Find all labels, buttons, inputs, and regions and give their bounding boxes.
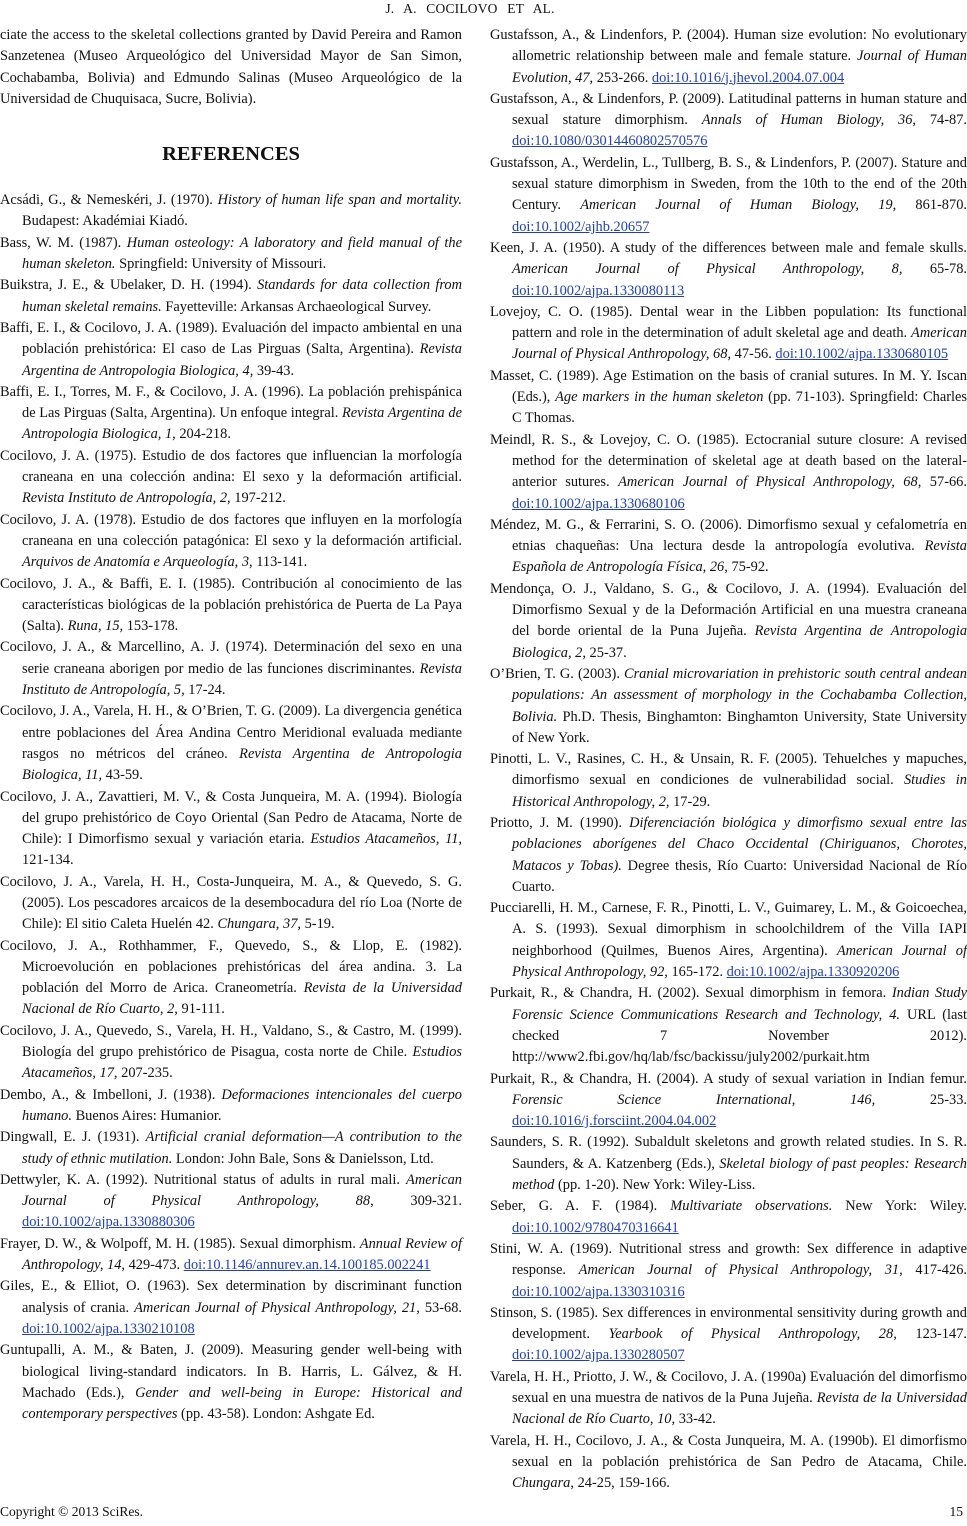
doi-link[interactable]: doi:10.1080/03014460802570576 [512, 133, 708, 150]
reference-text: Guntupalli, A. M., & Baten, J. (2009). Measuring gender well-being with biological living-standard indicators. In B. Harris, L. Gálvez, & H. Machado (Eds.), [0, 1342, 462, 1401]
reference-title-italic: Revista Argentina de Antropologia Biologica, 2, [512, 623, 967, 661]
reference-title-italic: Cranial microvariation in prehistoric south central andean populations: An assessment of morphology in the Cochabamba Collection, Bolivia. [512, 665, 967, 725]
reference-title-italic: Estudios Atacameños, 17, [22, 1044, 462, 1082]
reference-entry [0, 872, 462, 936]
reference-entry [490, 1132, 967, 1196]
reference-text: Degree thesis, Río Cuarto: Universidad Nacional de Río Cuarto. [512, 857, 967, 895]
reference-text: (pp. 43-58). London: Ashgate Ed. [177, 1406, 375, 1423]
reference-text: 47-56. [731, 346, 776, 363]
reference-text: 25-33. [875, 1091, 967, 1108]
reference-text: Gustafsson, A., & Lindenfors, P. (2004). Human size evolution: No evolutionary allometric relationship between male and female stature. [490, 27, 967, 65]
reference-entry [0, 510, 462, 574]
reference-text: 253-266. [593, 69, 652, 86]
reference-title-italic: Forensic Science International, 146, [512, 1091, 876, 1108]
reference-text: , 24-25, 159-166. [570, 1475, 670, 1492]
reference-text: London: John Bale, Sons & Danielsson, Ltd. [172, 1150, 434, 1167]
doi-link[interactable]: doi:10.1002/ajpa.1330680106 [512, 495, 685, 512]
reference-title-italic: Age markers in the human skeleton [555, 389, 764, 406]
reference-title-italic: Annual Review of Anthropology, 14, [22, 1235, 462, 1274]
reference-list-right [490, 25, 967, 1494]
reference-text: (pp. 1-20). New York: Wiley-Liss. [554, 1177, 756, 1194]
doi-link[interactable]: doi:10.1002/9780470316641 [512, 1219, 679, 1236]
reference-title-italic: Revista Española de Antropología Física, 26, [512, 538, 967, 576]
left-column [0, 25, 462, 1425]
reference-entry [0, 574, 462, 638]
doi-link[interactable]: doi:10.1002/ajpa.1330880306 [22, 1214, 195, 1231]
reference-text: Stinson, S. (1985). Sex differences in environmental sensitivity during growth and development. [490, 1304, 967, 1343]
reference-text: Pinotti, L. V., Rasines, C. H., & Unsain, R. F. (2005). Tehuelches y mapuches, dimorfismo sexual en condiciones de vulnerabilidad social. [490, 751, 967, 789]
reference-entry [0, 446, 462, 510]
reference-text: Varela, H. H., Priotto, J. W., & Cocilovo, J. A. (1990a) Evaluación del dimorfismo sexual en una muestra de nativos de la Puna Jujeña. [490, 1368, 967, 1406]
reference-text: 123-147. [896, 1326, 967, 1343]
reference-title-italic: Human osteology: A laboratory and field manual of the human skeleton. [22, 234, 462, 273]
reference-entry [0, 637, 462, 701]
reference-entry [0, 318, 462, 382]
reference-title-italic: Yearbook of Physical Anthropology, 28, [608, 1326, 897, 1343]
copyright-notice: Copyright © 2013 SciRes. [0, 1504, 144, 1520]
reference-entry [490, 1431, 967, 1495]
reference-list-left [0, 190, 462, 1425]
doi-link[interactable]: doi:10.1002/ajpa.1330310316 [512, 1283, 685, 1300]
reference-entry [0, 1170, 462, 1234]
reference-title-italic: Revista de la Universidad Nacional de Río Cuarto, 10, [512, 1390, 967, 1428]
reference-title-italic: Revista Instituto de Antropología, 5, [22, 660, 462, 699]
reference-text: Gustafsson, A., Werdelin, L., Tullberg, B. S., & Lindenfors, P. (2007). Stature and sexual stature dimorphism in Sweden, from the 10th to the end of the 20th Century. [490, 154, 967, 214]
reference-text: 57-66. [921, 474, 967, 491]
doi-link[interactable]: doi:10.1002/ajpa.1330680105 [775, 346, 949, 363]
reference-text: 17-24. [184, 682, 226, 699]
reference-text: Frayer, D. W., & Wolpoff, M. H. (1985). Sexual dimorphism. [0, 1235, 360, 1252]
reference-entry [0, 787, 462, 872]
doi-link[interactable]: doi:10.1016/j.jhevol.2004.07.004 [651, 69, 845, 86]
reference-text: Fayetteville: Arkansas Archaeological Survey. [161, 298, 432, 315]
reference-entry [0, 936, 462, 1021]
reference-text: 33-42. [675, 1411, 716, 1428]
reference-text: 861-870. [896, 197, 967, 214]
reference-entry [490, 664, 967, 749]
reference-title-italic: Revista Argentina de Antropologia Biologica, 11, [22, 745, 462, 784]
reference-entry [490, 302, 967, 366]
reference-entry [490, 983, 967, 1068]
reference-text: 75-92. [727, 559, 769, 576]
reference-entry [490, 153, 967, 238]
reference-title-italic: Diferenciación biológica y dimorfismo sexual entre las poblaciones aborígenes del Chaco Occidental (Chiriguanos, Chorotes, Matacos y Tobas). [512, 814, 967, 874]
reference-text: Springfield: University of Missouri. [115, 256, 327, 273]
reference-entry [0, 233, 462, 276]
reference-text: Cocilovo, J. A., Varela, H. H., Costa-Junqueira, M. A., & Quevedo, S. G. (2005). Los pescadores arcaicos de la desembocadura del río Loa (Norte de Chile): El sitio Caleta Huelén 42. [0, 873, 462, 933]
reference-text: Meindl, R. S., & Lovejoy, C. O. (1985). Ectocranial suture closure: A revised method for the determination of skeletal age at death based on the lateral-anterior sutures. [490, 431, 967, 491]
reference-text: 309-321. [373, 1193, 462, 1210]
reference-text: 74-87. [916, 112, 967, 129]
reference-text: 165-172. [667, 964, 727, 981]
reference-text: Cocilovo, J. A. (1975). Estudio de dos factores que influencian la morfología craneana en una colección andina: El sexo y la deformación artificial. [0, 447, 462, 486]
reference-title-italic: Revista Argentina de Antropologia Biologica, 1, [22, 405, 462, 443]
reference-title-italic: Gender and well-being in Europe: Historical and contemporary perspectives [22, 1384, 463, 1423]
reference-title-italic: Multivariate observations. [670, 1198, 833, 1215]
reference-text: Buikstra, J. E., & Ubelaker, D. H. (1994). [0, 277, 258, 294]
reference-text: Purkait, R., & Chandra, H. (2004). A study of sexual variation in Indian femur. [490, 1070, 967, 1087]
reference-text: Cocilovo, J. A., Varela, H. H., & O’Brien, T. G. (2009). La divergencia genética entre poblaciones del Área Andina Centro Meridional evaluada mediante rasgos no métricos del cráneo. [0, 703, 462, 762]
reference-text: Cocilovo, J. A., & Marcellino, A. J. (1974). Determinación del sexo en una serie craneana aborigen por medio de las funciones discriminantes. [0, 639, 462, 677]
reference-text: Baffi, E. I., & Cocilovo, J. A. (1989). Evaluación del impacto ambiental en una población prehistórica: El caso de Las Pirguas (Salta, Argentina). [0, 319, 462, 358]
reference-text: Purkait, R., & Chandra, H. (2002). Sexual dimorphism in femora. [490, 985, 892, 1002]
reference-text: Ph.D. Thesis, Binghamton: Binghamton University, State University of New York. [512, 708, 967, 746]
reference-title-italic: American Journal of Human Biology, 19, [580, 197, 897, 214]
reference-text: 91-111. [177, 1001, 225, 1018]
reference-title-italic: Runa, 15, [67, 618, 124, 635]
doi-link[interactable]: doi:10.1002/ajhb.20657 [512, 218, 650, 235]
reference-text: Masset, C. (1989). Age Estimation on the basis of cranial sutures. In M. Y. Iscan (Eds.), [490, 367, 967, 406]
reference-title-italic: Revista Argentina de Antropologia Biologica, 4, [22, 341, 462, 379]
reference-title-italic: Annals of Human Biology, 36, [701, 112, 917, 129]
reference-text: Bass, W. M. (1987). [0, 234, 127, 251]
reference-text: Budapest: Akadémiai Kiadó. [22, 213, 188, 230]
reference-text: O’Brien, T. G. (2003). [490, 665, 624, 682]
reference-entry [0, 190, 462, 233]
reference-title-italic: American Journal of Physical Anthropology, 31, [578, 1262, 903, 1279]
reference-text: 43-59. [102, 767, 143, 784]
page-number: 15 [949, 1504, 963, 1520]
reference-text: Cocilovo, J. A., Zavattieri, M. V., & Costa Junqueira, M. A. (1994). Biología del grupo prehistórico de Coyo Oriental (San Pedro de Atacama, Norte de Chile): I Dimorfismo sexual y variación etaria. [0, 788, 462, 848]
reference-entry [490, 749, 967, 813]
reference-text: Méndez, M. G., & Ferrarini, S. O. (2006). Dimorfismo sexual y cefalometría en etnias chaqueñas: Una lectura desde la antropología evolutiva. [490, 516, 967, 555]
reference-entry [0, 1127, 462, 1170]
reference-title-italic: American Journal of Physical Anthropology, 21, [134, 1299, 420, 1316]
reference-title-italic: Estudios Atacameños, 11, [310, 831, 462, 848]
reference-entry [0, 1021, 462, 1085]
reference-text: Saunders, S. R. (1992). Subaldult skeletons and growth related studies. In S. R. Saunders, & A. Katzenberg (Eds.), [490, 1134, 967, 1172]
reference-text: Dembo, A., & Imbelloni, J. (1938). [0, 1086, 222, 1103]
doi-link[interactable]: doi:10.1002/ajpa.1330920206 [726, 964, 900, 981]
reference-entry [490, 1303, 967, 1367]
reference-text: Dingwall, E. J. (1931). [0, 1129, 146, 1146]
reference-title-italic: American Journal of Physical Anthropology, 68, [618, 474, 922, 491]
doi-link[interactable]: doi:10.1146/annurev.an.14.100185.002241 [183, 1257, 431, 1274]
reference-title-italic: History of human life span and mortality. [217, 192, 462, 209]
right-column [490, 25, 967, 1494]
reference-text: URL (last checked 7 November 2012). http://www2.fbi.gov/hq/lab/fsc/backissu/july2002/purkait.htm [512, 1006, 967, 1066]
reference-text: Keen, J. A. (1950). A study of the differences between male and female skulls. [490, 239, 967, 256]
reference-text: Giles, E., & Elliot, O. (1963). Sex determination by discriminant function analysis of crania. [0, 1278, 462, 1316]
references-heading: REFERENCES [162, 143, 300, 166]
reference-text: Priotto, J. M. (1990). [490, 814, 630, 831]
reference-text: 25-37. [585, 644, 627, 661]
reference-text: 429-473. [125, 1257, 184, 1274]
reference-text: Cocilovo, J. A. (1978). Estudio de dos factores que influyen en la morfología craneana en una colección patagónica: El sexo y la deformación artificial. [0, 511, 462, 549]
reference-text: Cocilovo, J. A., & Baffi, E. I. (1985). Contribución al conocimiento de las características biológicas de la población prehistórica de Puerta de La Paya (Salta). [0, 575, 462, 635]
reference-title-italic: Skeletal biology of past peoples: Research method [512, 1155, 967, 1194]
reference-text: 121-134. [22, 852, 74, 869]
reference-text: 53-68. [419, 1299, 462, 1316]
reference-text: Cocilovo, J. A., Rothhammer, F., Quevedo, S., & Llop, E. (1982). Microevolución en poblaciones prehistóricas del área andina. 3. La población del Morro de Arica. Craneometría. [0, 937, 462, 997]
reference-text: Dettwyler, K. A. (1992). Nutritional status of adults in rural mali. [0, 1171, 407, 1188]
reference-text: (pp. 71-103). Springfield: Charles C Thomas. [512, 389, 967, 427]
reference-text: Varela, H. H., Cocilovo, J. A., & Costa Junqueira, M. A. (1990b). El dimorfismo sexual en la población prehistórica de San Pedro de Atacama, Chile. [490, 1432, 967, 1470]
reference-title-italic: Studies in Historical Anthropology, 2, [512, 772, 967, 810]
reference-entry [490, 579, 967, 664]
reference-text: Cocilovo, J. A., Quevedo, S., Varela, H. H., Valdano, S., & Castro, M. (1999). Biología del grupo prehistórico de Pisagua, costa norte de Chile. [0, 1022, 462, 1061]
reference-text: 204-218. [175, 426, 231, 443]
reference-title-italic: Indian Study Forensic Science Communications Research and Technology, 4. [512, 985, 967, 1023]
reference-entry [0, 1340, 462, 1425]
reference-text: Lovejoy, C. O. (1985). Dental wear in the Libben population: Its functional pattern and role in the determination of adult skeletal age and death. [490, 303, 967, 342]
reference-entry [490, 238, 967, 302]
reference-title-italic: Arquivos de Anatomía e Arqueología, 3, [22, 554, 253, 571]
acknowledgements-paragraph: ciate the access to the skeletal collections granted by David Pereira and Ramon Sanzetenea (Museo Arqueológico del Universidad Mayor de San Simon, Cochabamba, Bolivia) and Edmundo Salinas (Museo Arqueológico de la Universidad de Chuquisaca, Sucre, Bolivia). [0, 27, 462, 107]
reference-text: 65-78. [902, 261, 967, 278]
reference-text: 5-19. [301, 916, 335, 933]
reference-entry [490, 1367, 967, 1431]
reference-entry [490, 813, 967, 898]
reference-title-italic: Deformaciones intencionales del cuerpo humano. [22, 1086, 462, 1124]
reference-entry [490, 1196, 967, 1239]
reference-text: Pucciarelli, H. M., Carnese, F. R., Pinotti, L. V., Guimarey, L. M., & Goicoechea, A. S. (1993). Sexual dimorphism in schoolchildrem of the Villa IAPI neighborhood (Quilmes, Buenos Aires, Argentina). [490, 900, 967, 959]
running-header: J. A. COCILOVO ET AL. [385, 1, 555, 16]
reference-entry [490, 25, 967, 89]
reference-entry [0, 275, 462, 318]
reference-text: Seber, G. A. F. (1984). [490, 1198, 671, 1215]
two-column-body [0, 25, 967, 1494]
reference-text: 113-141. [252, 554, 308, 571]
reference-title-italic: Chungara, 37, [217, 916, 301, 933]
page-footer [0, 1494, 967, 1526]
reference-entry [0, 701, 462, 786]
reference-text: Stini, W. A. (1969). Nutritional stress and growth: Sex difference in adaptive response. [490, 1240, 967, 1279]
doi-link[interactable]: doi:10.1016/j.forsciint.2004.04.002 [512, 1113, 717, 1130]
reference-entry [490, 89, 967, 153]
doi-link[interactable]: doi:10.1002/ajpa.1330210108 [22, 1320, 195, 1337]
reference-entry [0, 1234, 462, 1277]
reference-entry [490, 1069, 967, 1133]
doi-link[interactable]: doi:10.1002/ajpa.1330080113 [512, 282, 685, 299]
reference-text: New York: Wiley. [832, 1198, 967, 1215]
reference-entry [490, 1239, 967, 1303]
reference-entry [490, 515, 967, 579]
reference-text: Gustafsson, A., & Lindenfors, P. (2009). Latitudinal patterns in human stature and sexual stature dimorphism. [490, 90, 967, 129]
reference-text: Buenos Aires: Humanior. [71, 1107, 222, 1124]
reference-title-italic: Journal of Human Evolution, 47, [512, 48, 967, 86]
reference-entry [0, 1085, 462, 1128]
reference-text: 417-426. [902, 1262, 967, 1279]
reference-entry [0, 382, 462, 446]
reference-text: 39-43. [253, 362, 295, 379]
reference-entry [490, 430, 967, 515]
reference-title-italic: American Journal of Physical Anthropology, 92, [512, 942, 967, 981]
reference-title-italic: Revista Instituto de Antropología, 2, [22, 490, 231, 507]
reference-title-italic: Artificial cranial deformation—A contribution to the study of ethnic mutilation. [22, 1129, 462, 1167]
reference-text: Acsádi, G., & Nemeskéri, J. (1970). [0, 192, 218, 209]
doi-link[interactable]: doi:10.1002/ajpa.1330280507 [512, 1347, 685, 1364]
reference-text: Baffi, E. I., Torres, M. F., & Cocilovo, J. A. (1996). La población prehispánica de Las Pirguas (Salta, Argentina). Un enfoque integral. [0, 383, 462, 422]
reference-title-italic: American Journal of Physical Anthropology, 68, [512, 325, 967, 363]
reference-title-italic: Chungara [512, 1475, 571, 1492]
reference-text: Mendonça, O. J., Valdano, S. G., & Cocilovo, J. A. (1994). Evaluación del Dimorfismo Sexual y de la Deformación Artificial en una muestra craneana del borde oriental de la Puna Jujeña. [490, 580, 967, 640]
reference-title-italic: American Journal of Physical Anthropology, 88, [22, 1171, 462, 1210]
reference-text: 153-178. [123, 618, 179, 635]
reference-title-italic: American Journal of Physical Anthropology, 8, [512, 261, 903, 278]
reference-title-italic: Revista de la Universidad Nacional de Río Cuarto, 2, [22, 980, 462, 1018]
reference-entry [490, 898, 967, 983]
reference-entry [490, 366, 967, 430]
reference-text: 197-212. [230, 490, 286, 507]
reference-entry [0, 1276, 462, 1340]
reference-text: 17-29. [669, 793, 711, 810]
reference-text: 207-235. [117, 1065, 173, 1082]
reference-title-italic: Standards for data collection from human skeletal remains. [22, 277, 462, 315]
